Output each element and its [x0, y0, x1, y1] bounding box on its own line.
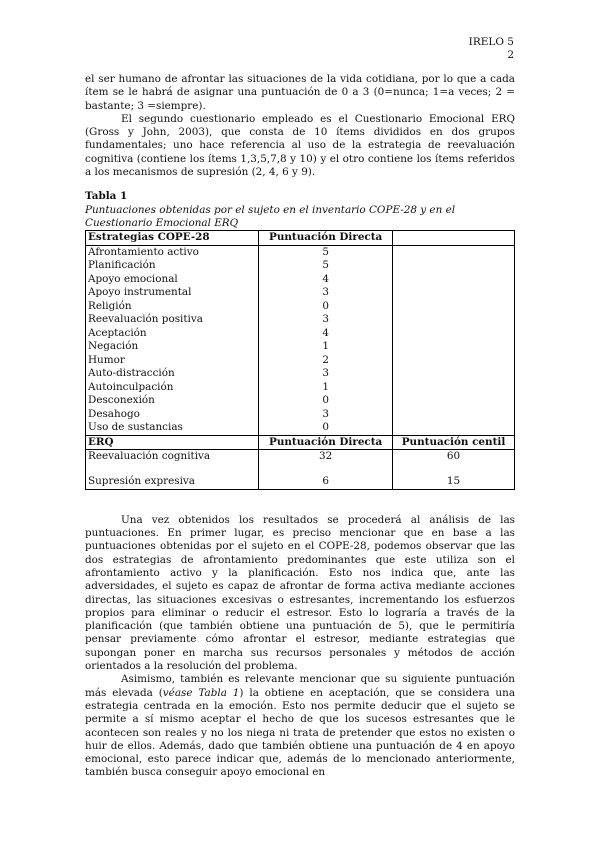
table-row [86, 327, 515, 341]
cope-header-strategy: Estrategias COPE-28 [86, 231, 259, 246]
intro-paragraph-2: El segundo cuestionario empleado es el Cuestionario Emocional ERQ (Gross y John, 2003), que consta de 10 ítems divididos en dos grupos fundamentales; uno hace referencia al uso de la estrategia de reevaluación cognitiva (contiene los ítems 1,3,5,7,8 y 10) y el otro contiene los ítems referidos a los mecanismos de supresión (2, 4, 6 y 9). [85, 112, 515, 179]
strategy-score: 5 [259, 245, 393, 259]
strategy-name: Apoyo emocional [86, 273, 259, 287]
table-row [86, 245, 515, 259]
strategy-name: Planificación [86, 259, 259, 273]
erq-centile-score: 60 [393, 450, 515, 476]
strategy-score: 4 [259, 273, 393, 287]
erq-header-direct: Puntuación Directa [259, 435, 393, 450]
table-row [86, 421, 515, 435]
body-paragraph-2-start: Asimismo, también es relevante mencionar que su siguiente puntuación más elevada ( [85, 673, 515, 699]
erq-direct-score: 32 [259, 450, 393, 476]
table-row [86, 259, 515, 273]
erq-centile-score: 15 [393, 475, 515, 489]
scores-table [85, 230, 515, 490]
table-row [86, 367, 515, 381]
table-row [86, 475, 515, 489]
table-caption: Puntuaciones obtenidas por el sujeto en el inventario COPE-28 y en el Cuestionario Emocional ERQ [85, 203, 456, 229]
strategy-score: 3 [259, 408, 393, 422]
erq-header-row [86, 435, 515, 450]
cope-header-direct: Puntuación Directa [259, 231, 393, 246]
body-paragraph-1: Una vez obtenidos los resultados se procederá al análisis de las puntuaciones. En primer lugar, es preciso mencionar que en base a las puntuaciones obtenidas por el sujeto en el COPE-28, podemos observar que las dos estrategias de afrontamiento predominantes que este utiliza son el afrontamiento activo y la planificación. Esto nos indica que, ante las adversidades, el sujeto es capaz de afrontar de forma activa mediante acciones directas, las situaciones excesivas o estresantes, incrementando los esfuerzos propios para eliminar o reducir el estresor. Esto lo lograría a través de la planificación (que también obtiene una puntuación de 5), que le permitiría pensar previamente cómo afrontar el estresor, mediante estrategias que supongan poner en marcha sus recursos personales y métodos de acción orientados a la resolución del problema. [85, 513, 515, 673]
strategy-name: Auto-distracción [86, 367, 259, 381]
strategy-score: 0 [259, 394, 393, 408]
strategy-name: Negación [86, 340, 259, 354]
cope-header-empty [393, 231, 515, 246]
table-row [86, 381, 515, 395]
page-number: 2 [507, 49, 514, 61]
body-paragraph-2 [85, 673, 515, 779]
strategy-score: 4 [259, 327, 393, 341]
strategy-score: 0 [259, 300, 393, 314]
table-row [86, 300, 515, 314]
page-content [85, 73, 515, 780]
table-row [86, 313, 515, 327]
table-row [86, 273, 515, 287]
table-row [86, 394, 515, 408]
strategy-name: Afrontamiento activo [86, 245, 259, 259]
table-row [86, 354, 515, 368]
erq-name: Supresión expresiva [86, 475, 259, 489]
strategy-score: 5 [259, 259, 393, 273]
strategy-score: 3 [259, 313, 393, 327]
strategy-name: Reevaluación positiva [86, 313, 259, 327]
strategy-name: Uso de sustancias [86, 421, 259, 435]
table-row [86, 450, 515, 476]
strategy-score: 1 [259, 381, 393, 395]
erq-name: Reevaluación cognitiva [86, 450, 259, 476]
strategy-name: Autoinculpación [86, 381, 259, 395]
running-header [469, 36, 514, 62]
strategy-name: Desconexión [86, 394, 259, 408]
erq-header-scale: ERQ [86, 435, 259, 450]
header-title: IRELO 5 [468, 36, 514, 48]
cope-header-row [86, 231, 515, 246]
table-row [86, 286, 515, 300]
strategy-name: Religión [86, 300, 259, 314]
strategy-name: Humor [86, 354, 259, 368]
strategy-name: Desahogo [86, 408, 259, 422]
body-paragraph-2-end: ) la obtiene en aceptación, que se considera una estrategia centrada en la emoción. Esto nos permite deducir que el sujeto se permite a sí mismo aceptar el hecho de que los sucesos estresantes que le acontecen son reales y no los niega ni trata de pretender que estos no existen o huir de ellos. Además, dado que también obtiene una puntuación de 4 en apoyo emocional, esto parece indicar que, además de lo mencionado anteriormente, también busca conseguir apoyo emocional en [85, 686, 516, 779]
table-reference: véase Tabla 1 [162, 686, 240, 699]
strategy-score: 3 [259, 286, 393, 300]
table-label: Tabla 1 [85, 190, 128, 203]
strategy-score: 1 [259, 340, 393, 354]
strategy-score: 2 [259, 354, 393, 368]
erq-header-centile: Puntuación centil [393, 435, 515, 450]
intro-paragraph-1: el ser humano de afrontar las situaciones de la vida cotidiana, por lo que a cada ítem se le habrá de asignar una puntuación de 0 a 3 (0=nunca; 1=a veces; 2 = bastante; 3 =siempre). [85, 73, 515, 112]
strategy-name: Aceptación [86, 327, 259, 341]
table-row [86, 408, 515, 422]
erq-direct-score: 6 [259, 475, 393, 489]
table-row [86, 340, 515, 354]
strategy-score: 0 [259, 421, 393, 435]
strategy-score: 3 [259, 367, 393, 381]
analysis-section [85, 514, 515, 780]
strategy-name: Apoyo instrumental [86, 286, 259, 300]
